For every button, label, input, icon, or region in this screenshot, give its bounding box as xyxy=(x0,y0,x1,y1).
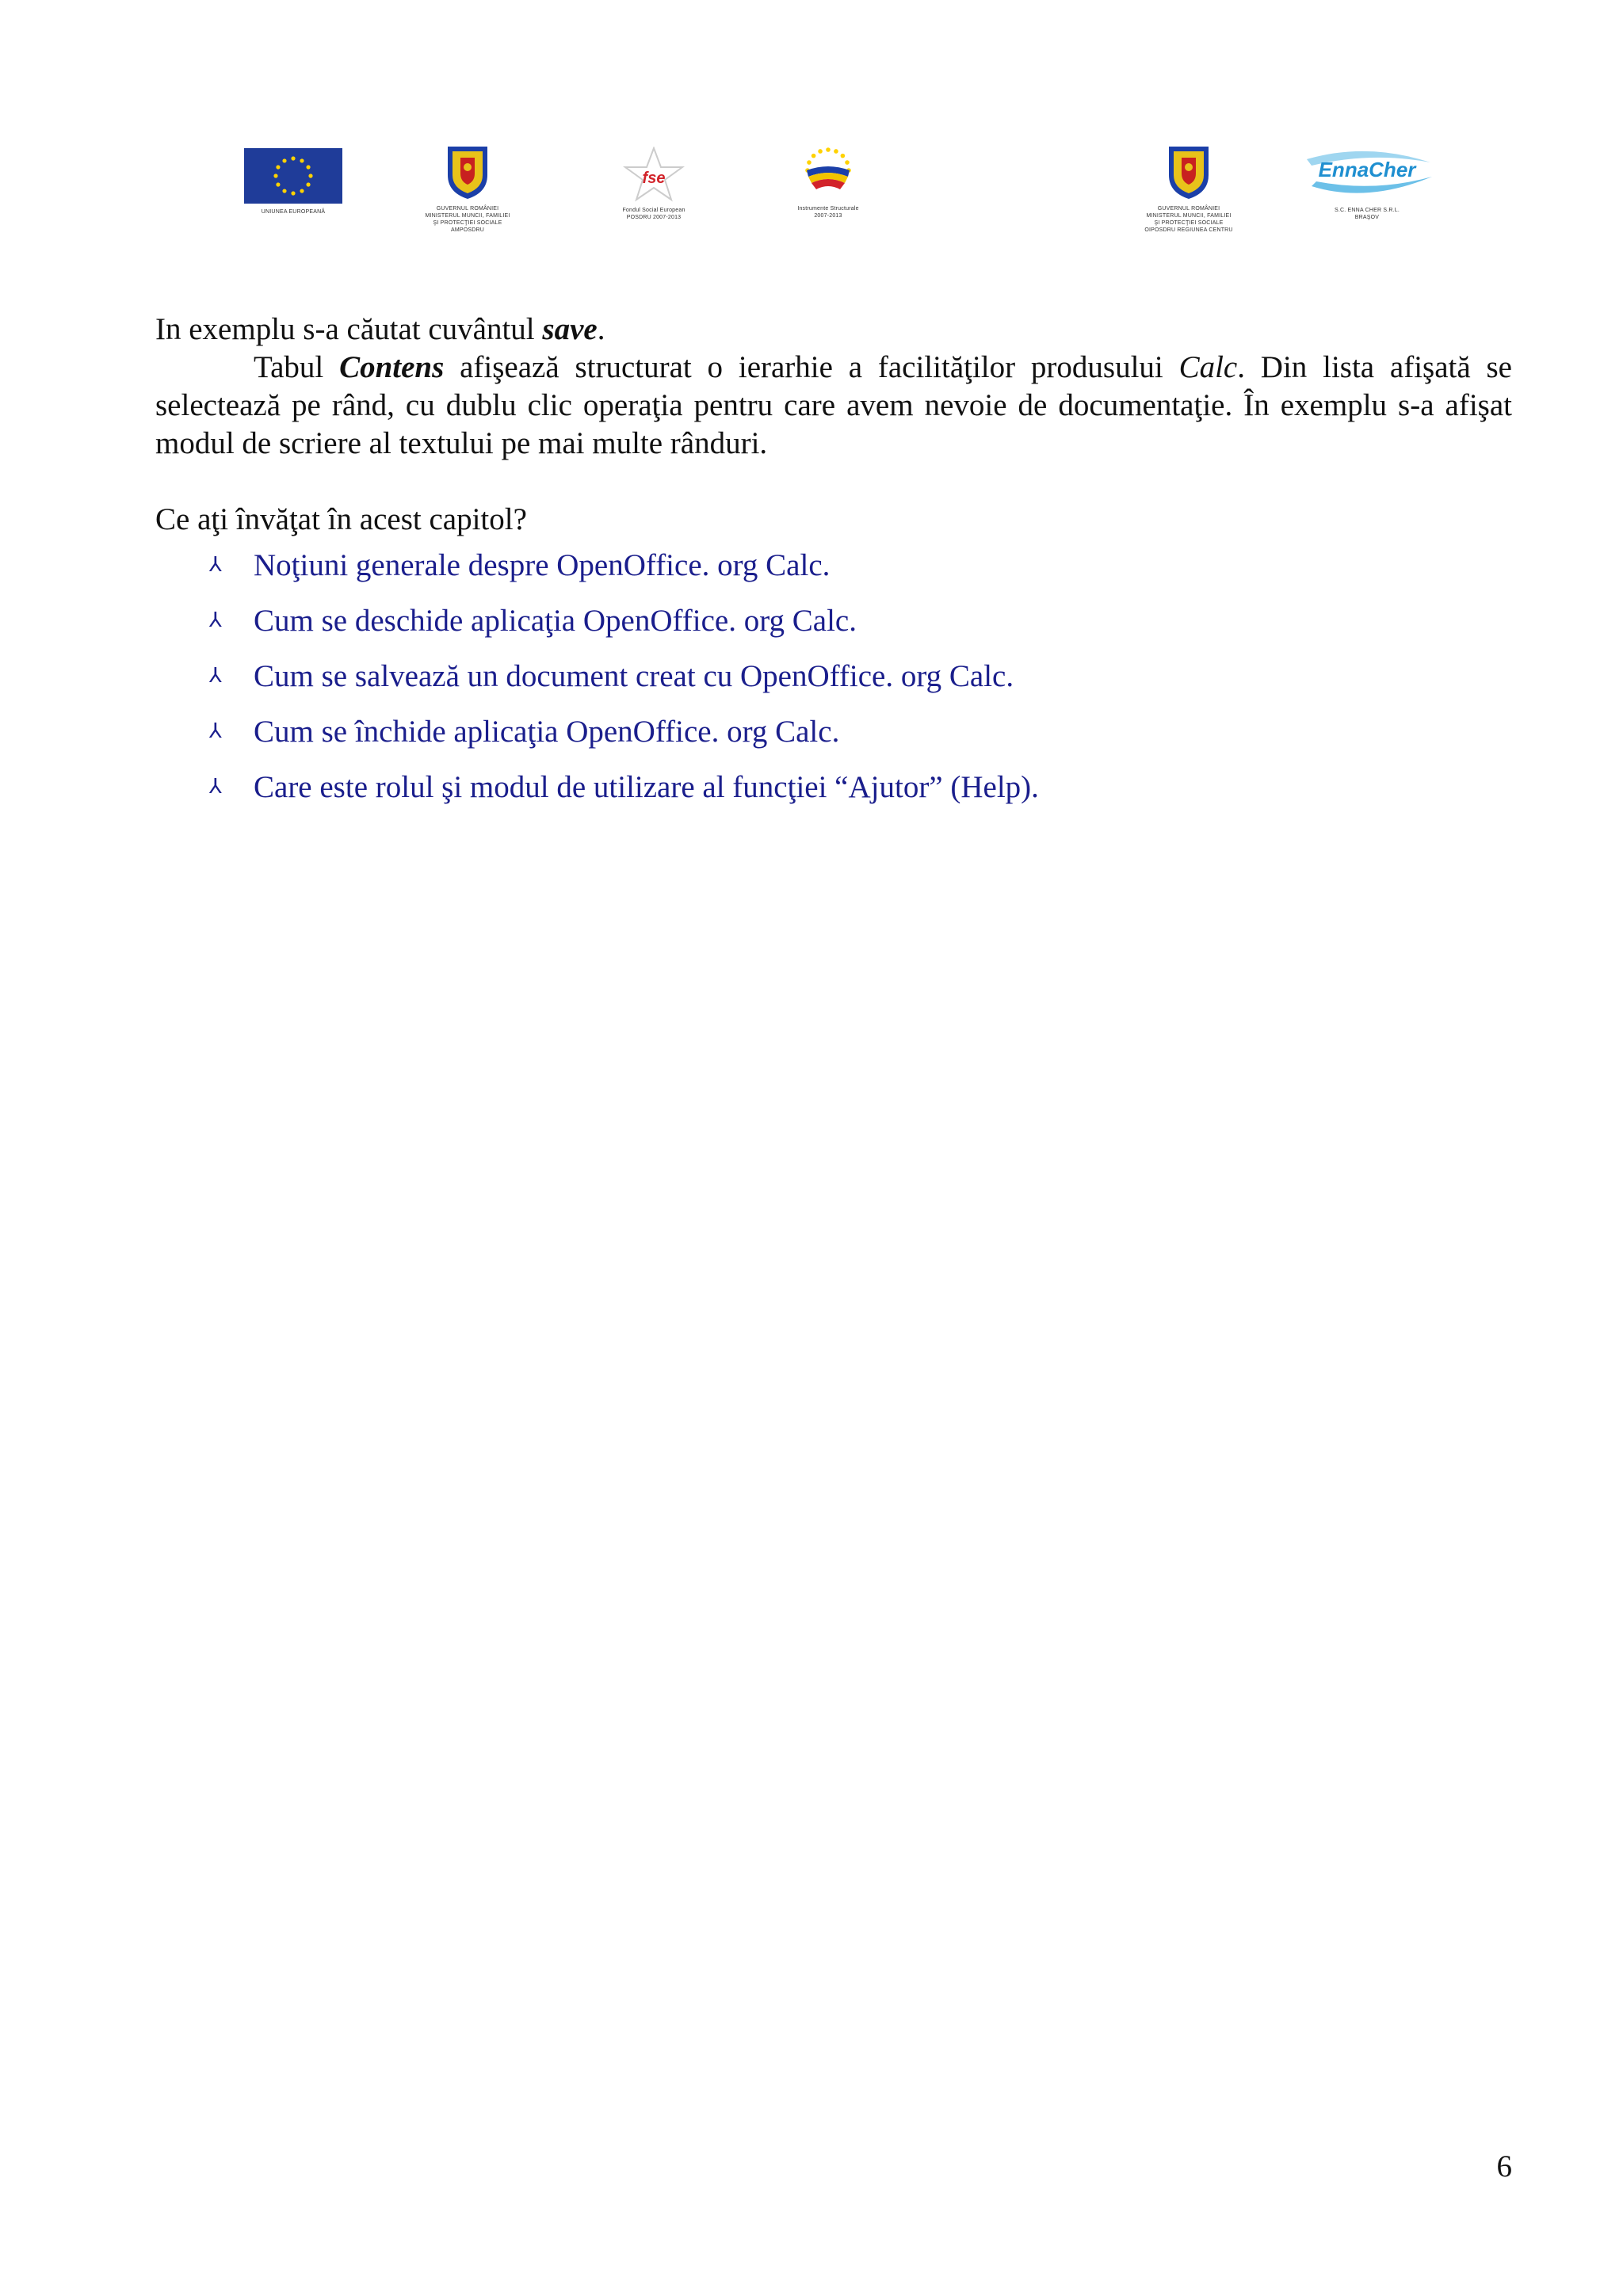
list-item-text: Care este rolul şi modul de utilizare al funcţiei “Ajutor” (Help). xyxy=(254,769,1039,804)
star-icon xyxy=(306,165,310,169)
list-item xyxy=(209,759,1039,814)
gov-logo-1-caption: GUVERNUL ROMÂNIEI MINISTERUL MUNCII, FAMILIEI ŞI PROTECŢIEI SOCIALE AMPOSDRU xyxy=(425,206,510,233)
gov-logo-2 xyxy=(1113,143,1264,234)
search-word: save xyxy=(542,312,598,346)
tab-name: Contens xyxy=(339,350,445,384)
instrumente-structurale-caption: Instrumente Structurale 2007-2013 xyxy=(797,206,859,219)
star-icon xyxy=(826,147,831,152)
instrumente-structurale-icon xyxy=(792,143,864,200)
list-item xyxy=(209,537,1039,593)
paragraph-1 xyxy=(155,311,1512,349)
summary-list xyxy=(209,537,1039,814)
romanian-coat-of-arms-icon xyxy=(441,143,494,200)
bullet-marker-icon: ⅄ xyxy=(209,719,222,743)
eu-logo-caption: UNIUNEA EUROPEANĂ xyxy=(261,209,326,215)
eu-logo xyxy=(230,148,357,215)
section-heading: Ce aţi învăţat în acest capitol? xyxy=(155,502,527,536)
star-icon xyxy=(306,182,310,186)
ennacher-logo-text: EnnaCher xyxy=(1318,158,1416,181)
paragraph-2-e: . Din lista afişată se selectează pe rând, cu dublu clic operaţia pentru care avem nevoie de documentaţie. În exemplu s-a afişat modul de scriere al textului pe mai multe rânduri. xyxy=(155,350,1512,460)
eu-flag-icon xyxy=(244,148,342,204)
list-item xyxy=(209,593,1039,648)
list-item-text: Cum se deschide aplicaţia OpenOffice. org Calc. xyxy=(254,603,857,638)
bullet-marker-icon: ⅄ xyxy=(209,608,222,632)
list-item-text: Noţiuni generale despre OpenOffice. org Calc. xyxy=(254,547,831,582)
bullet-marker-icon: ⅄ xyxy=(209,775,222,799)
ennacher-logo-caption: S.C. ENNA CHER S.R.L. BRAŞOV xyxy=(1335,208,1400,220)
star-icon xyxy=(300,158,304,162)
paragraph-2-a: Tabul xyxy=(254,350,340,384)
star-icon xyxy=(300,189,304,193)
list-item-text: Cum se închide aplicaţia OpenOffice. org Calc. xyxy=(254,714,840,749)
ennacher-logo-icon xyxy=(1296,145,1438,202)
paragraph-1-end: . xyxy=(597,312,605,346)
star-icon xyxy=(841,154,846,158)
bullet-marker-icon: ⅄ xyxy=(209,553,222,577)
fse-logo-icon xyxy=(622,147,685,202)
logo-strip xyxy=(0,139,1623,257)
bullet-marker-icon: ⅄ xyxy=(209,664,222,688)
paragraph-1-text: In exemplu s-a căutat cuvântul xyxy=(155,312,543,346)
star-icon xyxy=(818,149,823,154)
star-icon xyxy=(273,174,277,177)
star-icon xyxy=(276,182,280,186)
product-name: Calc xyxy=(1178,350,1238,384)
ennacher-logo xyxy=(1296,145,1438,221)
instrumente-structurale-logo xyxy=(769,143,888,219)
page-number: 6 xyxy=(1496,2149,1512,2183)
fse-logo xyxy=(602,147,705,221)
star-icon xyxy=(834,149,838,154)
list-item xyxy=(209,648,1039,704)
paragraph-2-c: afişează structurat o ierarhie a facilităţilor produsului xyxy=(444,350,1179,384)
star-icon xyxy=(845,160,850,165)
romanian-coat-of-arms-icon xyxy=(1163,143,1215,200)
star-icon xyxy=(282,158,286,162)
star-icon xyxy=(291,156,295,160)
star-icon xyxy=(282,189,286,193)
gov-logo-1 xyxy=(396,143,539,234)
star-icon xyxy=(308,174,312,177)
star-icon xyxy=(807,160,812,165)
star-icon xyxy=(291,191,295,195)
paragraph-2 xyxy=(155,349,1512,463)
star-icon xyxy=(812,154,816,158)
gov-logo-2-caption: GUVERNUL ROMÂNIEI MINISTERUL MUNCII, FAMILIEI ŞI PROTECŢIEI SOCIALE OIPOSDRU REGIUNEA CENTRU xyxy=(1144,206,1233,233)
star-icon xyxy=(276,165,280,169)
fse-logo-text: fse xyxy=(642,170,666,187)
fse-logo-caption: Fondul Social European POSDRU 2007-2013 xyxy=(622,208,685,220)
list-item xyxy=(209,704,1039,759)
list-item-text: Cum se salvează un document creat cu OpenOffice. org Calc. xyxy=(254,658,1014,693)
